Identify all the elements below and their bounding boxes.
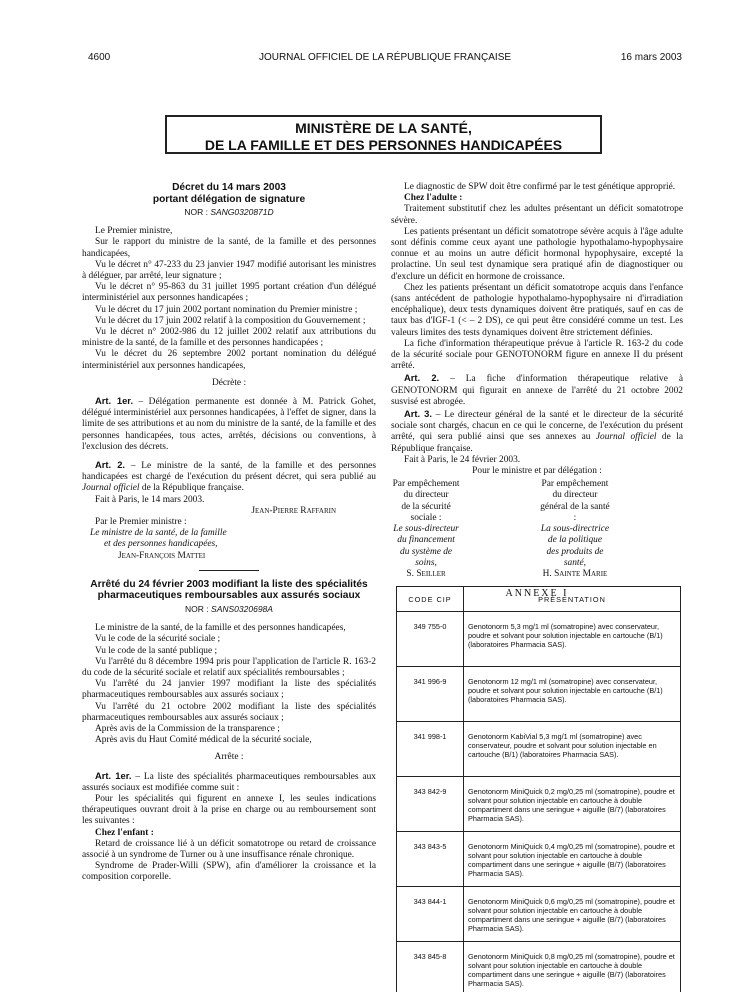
minister-title-1: Le ministre de la santé, de la famille: [82, 528, 376, 539]
table-row: [397, 832, 681, 887]
cip-code: 349 755-0: [397, 612, 464, 667]
retard-para: Retard de croissance lié à un déficit somatotrope ou retard de croissance associé à un syndrome de Turner ou à une insuffisance rénale chronique.: [82, 839, 376, 861]
arrete-article-3: Art. 3. – Le directeur général de la santé et le directeur de la sécurité sociale sont chargés, chacun en ce qui le concerne, de l'exécution du présent arrêté, qui sera publié ainsi que ses annexes au Journal officiel de la République française.: [391, 408, 683, 455]
table-row: [397, 777, 681, 832]
decret-para: Vu le décret n° 95-863 du 31 juillet 1995 portant création d'un délégué interministériel aux personnes handicapées ;: [82, 282, 376, 304]
prader-para: Syndrome de Prader-Willi (SPW), afin d'améliorer la croissance et la composition corporelle.: [82, 861, 376, 883]
column-header-code: CODE CIP: [397, 587, 464, 612]
decret-signer: Jean-Pierre Raffarin: [82, 506, 376, 517]
annexe-table: [396, 586, 681, 992]
adulte-para: La fiche d'information thérapeutique prévue à l'article R. 163-2 du code de la sécurité sociale pour GENOTONORM figure en annexe II du présent arrêté.: [391, 339, 683, 373]
presentation-text: Genotonorm KabiVial 5,3 mg/1 ml (somatropine) avec conservateur, poudre et solvant pour solution injectable en cartouche (B/1) (laboratoires Pharmacia SAS).: [464, 722, 681, 777]
cip-code: 343 844-1: [397, 887, 464, 942]
decret-article-1: Art. 1er. – Délégation permanente est donnée à M. Patrick Gohet, délégué interministériel aux personnes handicapées, à l'effet de signer, dans la limite de ses attributions et au nom du ministre de la santé, de la famille et des personnes handicapées, tous actes, arrêtés, décisions ou conventions, à l'exclusion des décrets.: [82, 395, 376, 453]
issue-date: 16 mars 2003: [621, 52, 682, 63]
arrete-para: Vu le code de la santé publique ;: [82, 646, 376, 657]
annexe-title: ANNEXE I: [391, 588, 683, 599]
arrete-word: Arrête :: [82, 752, 376, 763]
minister-name: Jean-François Mattei: [82, 551, 376, 562]
arrete-para: Vu l'arrêté du 24 janvier 1997 modifiant la liste des spécialités pharmaceutiques remboursables aux assurés sociaux ;: [82, 679, 376, 701]
page-number: 4600: [88, 52, 110, 63]
arrete-article-1: Art. 1er. – La liste des spécialités pharmaceutiques remboursables aux assurés sociaux est modifiée comme suit :: [82, 770, 376, 794]
cip-code: 343 845-8: [397, 942, 464, 992]
ministry-heading: [165, 115, 602, 154]
right-column: [391, 182, 683, 605]
table-header: [397, 587, 681, 612]
table-row: [397, 722, 681, 777]
table-row: [397, 667, 681, 722]
presentation-text: Genotonorm MiniQuick 0,8 mg/0,25 ml (somatropine), poudre et solvant pour solution injectable en cartouche à double compartiment dans une seringue + aiguille (B/7) (laboratoires Pharmacia SAS).: [464, 942, 681, 992]
presentation-text: Genotonorm 5,3 mg/1 ml (somatropine) avec conservateur, poudre et solvant pour solution injectable en cartouche (B/1) (laboratoires Pharmacia SAS).: [464, 612, 681, 667]
arrete-para: Après avis du Haut Comité médical de la sécurité sociale,: [82, 735, 376, 746]
cip-code: 343 843-5: [397, 832, 464, 887]
decret-article-2: Art. 2. – Le ministre de la santé, de la famille et des personnes handicapées est chargé de l'exécution du présent décret, qui sera publié au Journal officiel de la République française.: [82, 459, 376, 495]
decret-para: Vu le décret du 26 septembre 2002 portant nomination du délégué interministériel aux personnes handicapées,: [82, 349, 376, 371]
chez-enfant-heading: Chez l'enfant :: [82, 828, 376, 839]
arrete-article-2: Art. 2. – La fiche d'information thérapeutique relative à GENOTONORM qui figurait en annexe de l'arrêté du 21 octobre 2002 susvisé est abrogée.: [391, 372, 683, 408]
presentation-text: Genotonorm 12 mg/1 ml (somatropine) avec conservateur, poudre et solvant pour solution injectable en cartouche (B/1) (laboratoires Pharmacia SAS).: [464, 667, 681, 722]
arrete-nor: NOR : SANS0320698A: [82, 604, 376, 615]
arrete-title-2: pharmaceutiques remboursables aux assurés sociaux: [82, 590, 376, 602]
table-row: [397, 612, 681, 667]
ministry-line-1: MINISTÈRE DE LA SANTÉ,: [167, 120, 600, 137]
arrete-title-1: Arrêté du 24 février 2003 modifiant la liste des spécialités: [82, 579, 376, 591]
arrete-fait: Fait à Paris, le 24 février 2003.: [391, 455, 683, 466]
cip-code: 341 998-1: [397, 722, 464, 777]
signature-block: [391, 479, 683, 580]
decret-para: Vu le décret n° 2002-986 du 12 juillet 2002 relatif aux attributions du ministre de la santé, de la famille et des personnes handicapées ;: [82, 327, 376, 349]
decret-para: Sur le rapport du ministre de la santé, de la famille et des personnes handicapées,: [82, 237, 376, 259]
arrete-para: Vu le code de la sécurité sociale ;: [82, 634, 376, 645]
cip-code: 343 842-9: [397, 777, 464, 832]
table-row: [397, 887, 681, 942]
arrete-para: Après avis de la Commission de la transparence ;: [82, 724, 376, 735]
decret-para: Vu le décret du 17 juin 2002 portant nomination du Premier ministre ;: [82, 305, 376, 316]
presentation-text: Genotonorm MiniQuick 0,4 mg/0,25 ml (somatropine), poudre et solvant pour solution injectable en cartouche à double compartiment dans une seringue + aiguille (B/7) (laboratoires Pharmacia SAS).: [464, 832, 681, 887]
arrete-para: Vu l'arrêté du 21 octobre 2002 modifiant la liste des spécialités pharmaceutiques remboursables aux assurés sociaux ;: [82, 702, 376, 724]
adulte-para: Chez les patients présentant un déficit somatotrope acquis dans l'enfance (sans antécédent de pathologie hypothalamo-hypophysaire ni d'irradiation encéphalique), deux tests dynamiques doivent être pratiqués, sauf en cas de taux bas d'IGF-1 (< – 2 DS), ce qui peut être considéré comme un test. Les valeurs limites des tests dynamiques doivent être strictement définies.: [391, 283, 683, 339]
column-header-presentation: PRÉSENTATION: [464, 587, 681, 612]
arrete-para: Vu l'arrêté du 8 décembre 1994 pris pour l'application de l'article R. 163-2 du code de la sécurité sociale et relatif aux spécialités remboursables ;: [82, 657, 376, 679]
signature-left: Par empêchement du directeur de la sécurité sociale : Le sous-directeur du financement du système de soins, S. Seiller: [391, 479, 534, 580]
minister-title-2: et des personnes handicapées,: [82, 539, 376, 550]
decret-para: Vu le décret du 17 juin 2002 relatif à la composition du Gouvernement ;: [82, 316, 376, 327]
arrete-para-annexe: Pour les spécialités qui figurent en annexe I, les seules indications thérapeutiques ouvrant droit à la prise en charge ou au remboursement sont les suivantes :: [82, 794, 376, 828]
spw-para: Le diagnostic de SPW doit être confirmé par le test génétique approprié.: [391, 182, 683, 193]
section-divider: [199, 570, 259, 571]
arrete-para: Le ministre de la santé, de la famille et des personnes handicapées,: [82, 623, 376, 634]
adulte-para: Traitement substitutif chez les adultes présentant un déficit somatotrope sévère.: [391, 204, 683, 226]
signature-right: Par empêchement du directeur général de la santé : La sous-directrice de la politique des produits de santé, H. Sainte Marie: [540, 479, 683, 580]
presentation-text: Genotonorm MiniQuick 0,2 mg/0,25 ml (somatropine), poudre et solvant pour solution injectable en cartouche à double compartiment dans une seringue + aiguille (B/7) (laboratoires Pharmacia SAS).: [464, 777, 681, 832]
page-header: [88, 52, 682, 66]
ministry-line-2: DE LA FAMILLE ET DES PERSONNES HANDICAPÉES: [167, 137, 600, 154]
journal-title: JOURNAL OFFICIEL DE LA RÉPUBLIQUE FRANÇAISE: [88, 52, 682, 63]
decrete-word: Décrète :: [82, 378, 376, 389]
table-row: [397, 942, 681, 992]
decret-title-1: Décret du 14 mars 2003: [82, 182, 376, 194]
cip-code: 341 996-9: [397, 667, 464, 722]
par-premier-ministre: Par le Premier ministre :: [82, 517, 376, 528]
chez-adulte-heading: Chez l'adulte :: [391, 193, 683, 204]
decret-para: Le Premier ministre,: [82, 226, 376, 237]
pour-ministre: Pour le ministre et par délégation :: [391, 466, 683, 477]
decret-fait: Fait à Paris, le 14 mars 2003.: [82, 495, 376, 506]
decret-title-2: portant délégation de signature: [82, 194, 376, 206]
left-column: [82, 182, 376, 884]
decret-para: Vu le décret n° 47-233 du 23 janvier 1947 modifié autorisant les ministres à déléguer, par arrêté, leur signature ;: [82, 260, 376, 282]
decret-nor: NOR : SANG0320871D: [82, 207, 376, 218]
adulte-para: Les patients présentant un déficit somatotrope sévère acquis à l'âge adulte sont définis comme ceux ayant une pathologie hypothalamo-hypophysaire connue et au moins un autre déficit hormonal hypophysaire, excepté la prolactine. Un seul test dynamique sera pratiqué afin de diagnostiquer ou d'exclure un déficit en hormone de croissance.: [391, 227, 683, 283]
presentation-text: Genotonorm MiniQuick 0,6 mg/0,25 ml (somatropine), poudre et solvant pour solution injectable en cartouche à double compartiment dans une seringue + aiguille (B/7) (laboratoires Pharmacia SAS).: [464, 887, 681, 942]
